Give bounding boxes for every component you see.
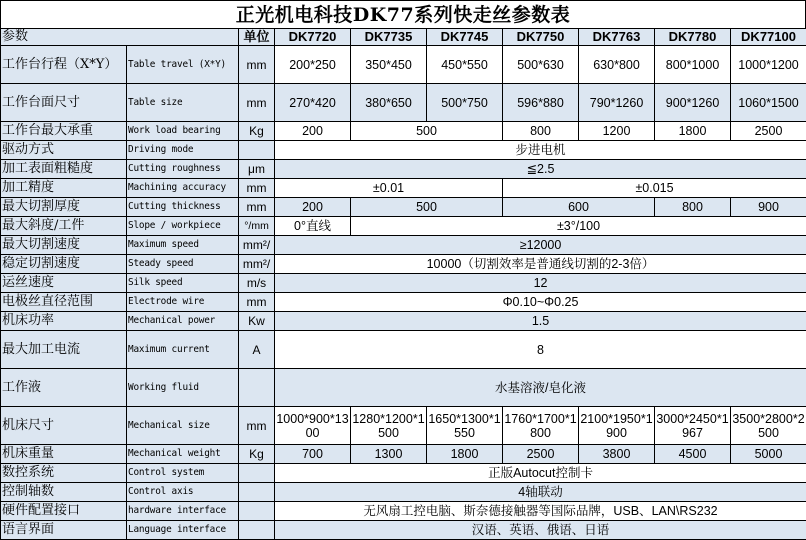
model-header: DK7780: [655, 29, 731, 46]
param-name: 最大加工电流: [1, 331, 127, 369]
value-cell: 596*880: [503, 84, 579, 122]
param-name: 机床功率: [1, 312, 127, 331]
value-cell: 2100*1950*1900: [579, 407, 655, 445]
value-cell: 1800: [655, 122, 731, 141]
value-cell: 500*630: [503, 46, 579, 84]
value-cell: 700: [275, 445, 351, 464]
value-cell: 800*1000: [655, 46, 731, 84]
param-unit: mm: [239, 198, 275, 217]
param-unit: mm: [239, 84, 275, 122]
param-unit: mm: [239, 179, 275, 198]
param-name-en: Maximum speed: [127, 236, 239, 255]
value-cell: ≦2.5: [275, 160, 806, 179]
header-row: [1, 29, 806, 46]
value-cell: 3800: [579, 445, 655, 464]
param-name-en: Machining accuracy: [127, 179, 239, 198]
value-cell: 1000*1200: [731, 46, 806, 84]
value-cell: 450*550: [427, 46, 503, 84]
value-cell: 水基溶液/皂化液: [275, 369, 806, 407]
param-unit: Kw: [239, 312, 275, 331]
param-name: 数控系统: [1, 464, 127, 483]
model-header: DK7750: [503, 29, 579, 46]
table-row: [1, 274, 806, 293]
table-row: [1, 160, 806, 179]
param-unit: μm: [239, 160, 275, 179]
value-cell: 3500*2800*2500: [731, 407, 806, 445]
model-header: DK7735: [351, 29, 427, 46]
value-cell: 1200: [579, 122, 655, 141]
value-cell: 2500: [503, 445, 579, 464]
value-cell: 200*250: [275, 46, 351, 84]
table-row: [1, 483, 806, 502]
value-cell: 200: [275, 122, 351, 141]
param-name: 加工精度: [1, 179, 127, 198]
table-row: [1, 502, 806, 521]
value-cell: 350*450: [351, 46, 427, 84]
page-title: 正光机电科技DK77系列快走丝参数表: [0, 0, 806, 28]
param-name: 硬件配置接口: [1, 502, 127, 521]
table-row: [1, 179, 806, 198]
table-row: [1, 217, 806, 236]
value-cell: 1800: [427, 445, 503, 464]
param-name: 工作台行程（X*Y）: [1, 46, 127, 84]
value-cell: 380*650: [351, 84, 427, 122]
table-row: [1, 312, 806, 331]
param-name: 机床尺寸: [1, 407, 127, 445]
value-cell: 正版Autocut控制卡: [275, 464, 806, 483]
value-cell: 1650*1300*1550: [427, 407, 503, 445]
value-cell: 1280*1200*1500: [351, 407, 427, 445]
table-row: [1, 198, 806, 217]
param-header: 参数: [1, 29, 239, 46]
param-name: 最大切割厚度: [1, 198, 127, 217]
param-name: 语言界面: [1, 521, 127, 540]
param-name: 工作台面尺寸: [1, 84, 127, 122]
value-cell: 10000（切割效率是普通线切割的2-3倍）: [275, 255, 806, 274]
table-row: [1, 141, 806, 160]
unit-header: 单位: [239, 29, 275, 46]
param-name-en: Slope / workpiece: [127, 217, 239, 236]
param-unit: A: [239, 331, 275, 369]
param-name-en: Work load bearing: [127, 122, 239, 141]
param-name-en: hardware interface: [127, 502, 239, 521]
param-name: 最大切割速度: [1, 236, 127, 255]
value-cell: 1000*900*1300: [275, 407, 351, 445]
param-name-en: Driving mode: [127, 141, 239, 160]
param-unit: [239, 141, 275, 160]
param-name: 机床重量: [1, 445, 127, 464]
value-cell: 800: [503, 122, 579, 141]
param-name: 工作液: [1, 369, 127, 407]
param-name-en: Control axis: [127, 483, 239, 502]
param-name-en: Mechanical power: [127, 312, 239, 331]
param-name-en: Control system: [127, 464, 239, 483]
param-unit: mm: [239, 46, 275, 84]
param-name: 最大斜度/工件: [1, 217, 127, 236]
value-cell: 1060*1500: [731, 84, 806, 122]
model-header: DK7720: [275, 29, 351, 46]
param-unit: Kg: [239, 445, 275, 464]
model-header: DK7763: [579, 29, 655, 46]
param-name-en: Working fluid: [127, 369, 239, 407]
table-row: [1, 236, 806, 255]
value-cell: 12: [275, 274, 806, 293]
param-name: 驱动方式: [1, 141, 127, 160]
value-cell: 5000: [731, 445, 806, 464]
param-unit: [239, 502, 275, 521]
param-unit: m/s: [239, 274, 275, 293]
value-cell: Φ0.10~Φ0.25: [275, 293, 806, 312]
value-cell: 500*750: [427, 84, 503, 122]
table-row: [1, 407, 806, 445]
value-cell: ≥12000: [275, 236, 806, 255]
param-name-en: Cutting roughness: [127, 160, 239, 179]
param-name-en: Table size: [127, 84, 239, 122]
param-unit: mm: [239, 293, 275, 312]
table-row: [1, 331, 806, 369]
spec-table: [0, 28, 806, 540]
value-cell: 8: [275, 331, 806, 369]
table-row: [1, 122, 806, 141]
value-cell: 4500: [655, 445, 731, 464]
param-unit: mm: [239, 407, 275, 445]
param-name-en: Electrode wire: [127, 293, 239, 312]
value-cell: 900: [731, 198, 806, 217]
value-cell: 270*420: [275, 84, 351, 122]
table-row: [1, 84, 806, 122]
value-cell: 900*1260: [655, 84, 731, 122]
value-cell: 0°直线: [275, 217, 351, 236]
value-cell: 2500: [731, 122, 806, 141]
param-unit: [239, 464, 275, 483]
param-unit: mm²/: [239, 236, 275, 255]
value-cell: 1760*1700*1800: [503, 407, 579, 445]
param-name-en: Cutting thickness: [127, 198, 239, 217]
value-cell: ±0.01: [275, 179, 503, 198]
value-cell: 630*800: [579, 46, 655, 84]
value-cell: 600: [503, 198, 655, 217]
value-cell: 800: [655, 198, 731, 217]
param-name: 稳定切割速度: [1, 255, 127, 274]
param-name: 控制轴数: [1, 483, 127, 502]
value-cell: 3000*2450*1967: [655, 407, 731, 445]
param-name-en: Table travel (X*Y): [127, 46, 239, 84]
value-cell: ±0.015: [503, 179, 806, 198]
param-name-en: Language interface: [127, 521, 239, 540]
table-row: [1, 46, 806, 84]
param-name-en: Steady speed: [127, 255, 239, 274]
param-unit: [239, 369, 275, 407]
value-cell: 1300: [351, 445, 427, 464]
value-cell: 1.5: [275, 312, 806, 331]
param-name-en: Mechanical size: [127, 407, 239, 445]
table-row: [1, 293, 806, 312]
param-unit: mm²/: [239, 255, 275, 274]
value-cell: 步进电机: [275, 141, 806, 160]
param-unit: [239, 483, 275, 502]
value-cell: ±3°/100: [351, 217, 806, 236]
value-cell: 汉语、英语、俄语、日语: [275, 521, 806, 540]
table-row: [1, 464, 806, 483]
param-name-en: Maximum current: [127, 331, 239, 369]
param-unit: °/mm: [239, 217, 275, 236]
value-cell: 4轴联动: [275, 483, 806, 502]
table-row: [1, 521, 806, 540]
value-cell: 500: [351, 198, 503, 217]
value-cell: 无风扇工控电脑、斯奈德接触器等国际品牌，USB、LAN\RS232: [275, 502, 806, 521]
value-cell: 200: [275, 198, 351, 217]
table-row: [1, 369, 806, 407]
table-row: [1, 255, 806, 274]
table-row: [1, 445, 806, 464]
param-name: 工作台最大承重: [1, 122, 127, 141]
value-cell: 500: [351, 122, 503, 141]
param-name: 电极丝直径范围: [1, 293, 127, 312]
param-name-en: Mechanical weight: [127, 445, 239, 464]
param-unit: [239, 521, 275, 540]
param-name: 运丝速度: [1, 274, 127, 293]
param-name-en: Silk speed: [127, 274, 239, 293]
model-header: DK77100: [731, 29, 806, 46]
value-cell: 790*1260: [579, 84, 655, 122]
param-name: 加工表面粗糙度: [1, 160, 127, 179]
model-header: DK7745: [427, 29, 503, 46]
param-unit: Kg: [239, 122, 275, 141]
